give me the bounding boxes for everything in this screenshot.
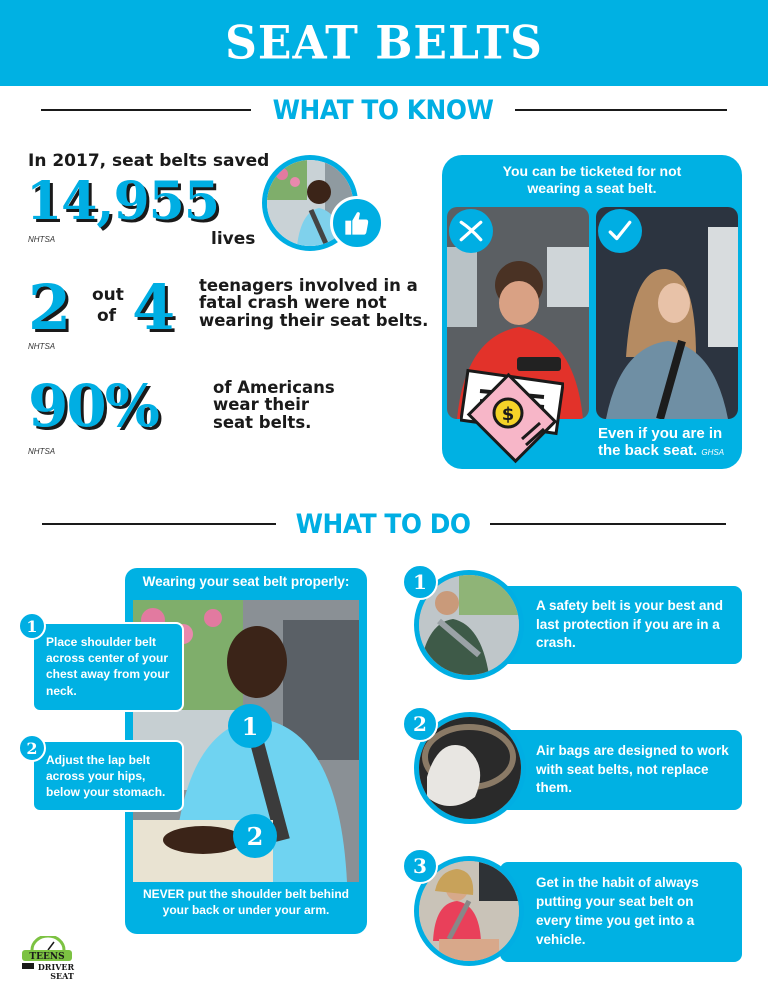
ticket-card-footer: Even if you are in the back seat. GHSA [598,425,725,460]
thumbs-up-icon [343,209,371,237]
svg-text:TEENS: TEENS [29,952,65,962]
stat3-number: 90% [28,372,158,440]
tip-3-box: Get in the habit of always putting your seat belt on every time you get into a vehicle. [500,862,742,962]
divider-left [41,109,251,111]
proper-step-1: Place shoulder belt across center of your chest away from your neck. [32,622,184,712]
proper-step-2: Adjust the lap belt across your hips, below your stomach. [32,740,184,812]
ticket-card-title: You can be ticketed for not wearing a seat belt. [502,163,682,196]
stat1-source: NHTSA [28,235,56,244]
tip-3 [400,842,745,982]
ticket-card [442,155,742,469]
teens-in-driver-seat-logo [18,936,76,982]
tip-2-box: Air bags are designed to work with seat belts, not replace them. [500,730,742,810]
tip-1-number: 1 [402,564,438,600]
tip-1-box: A safety belt is your best and last protection if you are in a crash. [500,586,742,664]
check-badge [598,209,642,253]
page-title: SEAT BELTS [225,16,543,70]
section-heading-know [0,90,768,130]
proper-wear-title: Wearing your seat belt properly: [142,574,350,589]
stat3-text: of Americans wear their seat belts. [213,378,335,432]
stat1-lead: In 2017, seat belts saved [28,151,270,171]
divider-right [490,523,726,525]
tip-3-number: 3 [402,848,438,884]
tip-2-number: 2 [402,706,438,742]
proper-wear-footer: NEVER put the shoulder belt behind your back or under your arm. [142,887,349,918]
divider-right [515,109,727,111]
stat2-source: NHTSA [28,342,56,351]
svg-text:SEAT: SEAT [50,971,74,981]
tds-logo-icon [18,936,76,982]
belted-teen-photo [596,207,738,419]
section-title-do: WHAT TO DO [295,508,471,540]
check-icon [607,218,633,244]
divider-left [42,523,276,525]
section-heading-do [0,504,768,544]
stat1-trail: lives [211,229,256,249]
tip-2 [400,702,745,826]
ticket-source: GHSA [701,448,725,458]
stat2-word-out: out [92,285,124,305]
photo-marker-1: 1 [228,704,272,748]
stat2-word-of: of [97,306,117,326]
thumbs-up-badge [330,196,384,250]
stat2-number-a: 2 [28,271,72,344]
ticket-dollar-icon [460,367,564,467]
stat2-text: teenagers involved in a fatal crash were not wearing their seat belts. [199,276,429,330]
svg-text:DRIVER: DRIVER [37,962,75,972]
step-number-2: 2 [18,734,46,762]
step-number-1: 1 [18,612,46,640]
stat2-number-b: 4 [132,271,176,344]
photo-marker-2: 2 [233,814,277,858]
x-icon [458,218,484,244]
x-badge [449,209,493,253]
stat3-source: NHTSA [28,447,56,456]
svg-text:$: $ [501,404,515,425]
header-bar [0,0,768,86]
tip-1 [400,562,745,686]
stat1-number: 14,955 [26,171,220,232]
section-title-know: WHAT TO KNOW [272,94,494,126]
